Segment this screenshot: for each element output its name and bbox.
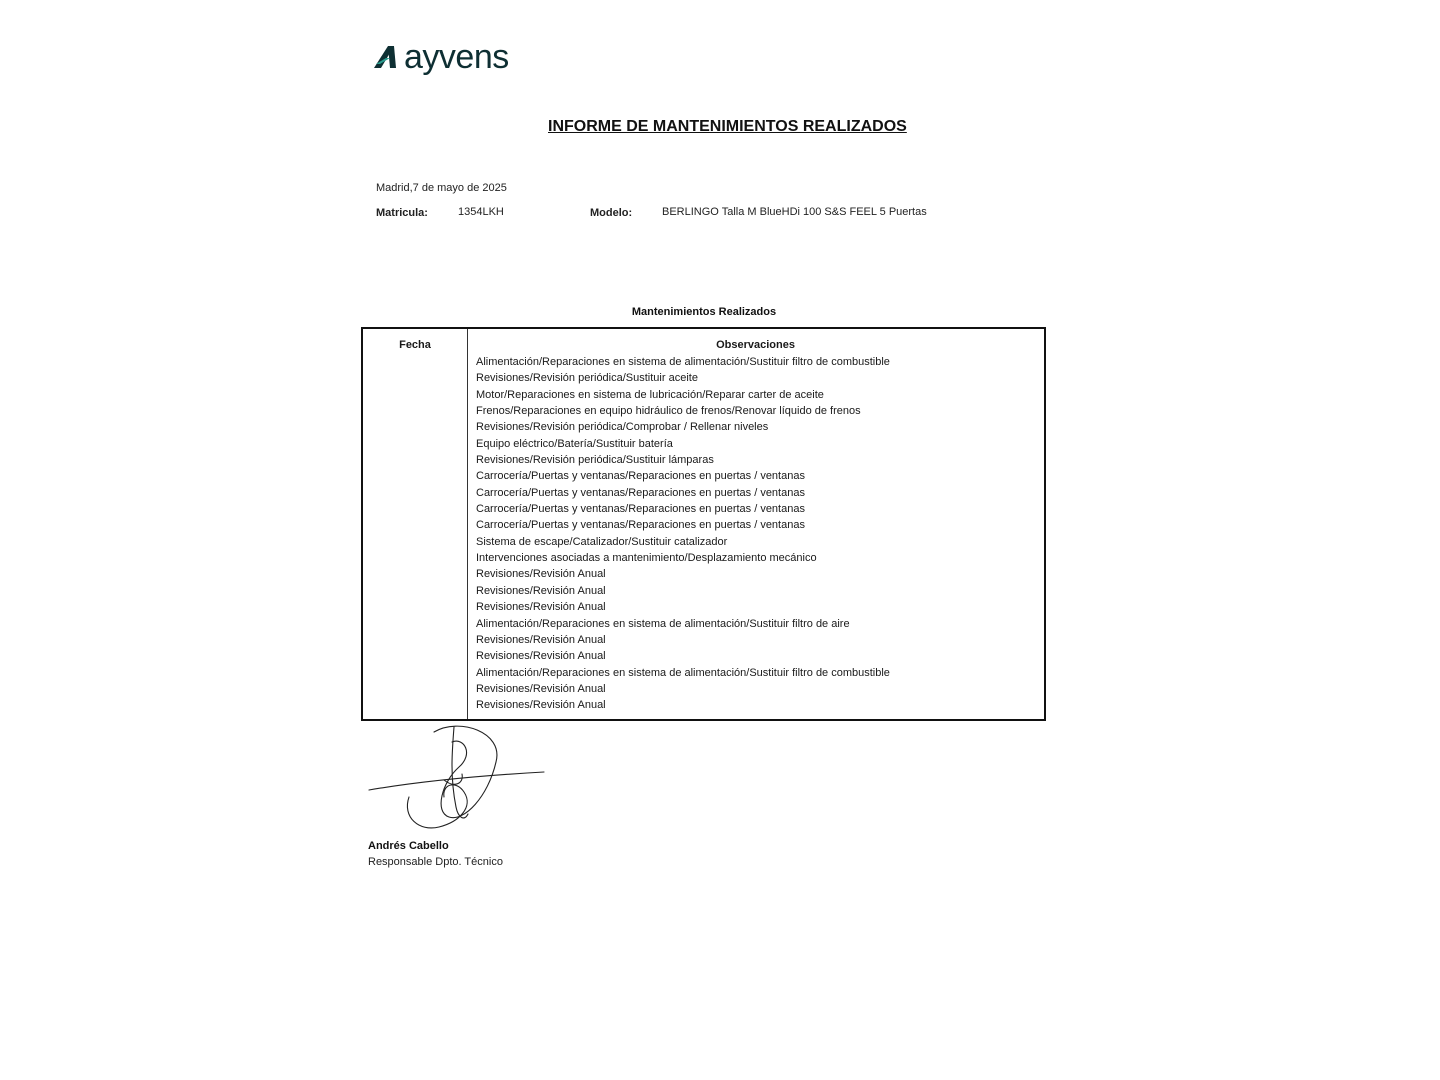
header-fecha: Fecha (399, 339, 431, 351)
signer-name: Andrés Cabello (368, 840, 449, 852)
observation-row: Alimentación/Reparaciones en sistema de alimentación/Sustituir filtro de combustible (476, 666, 890, 679)
observation-row: Intervenciones asociadas a mantenimiento/Desplazamiento mecánico (476, 552, 817, 565)
date-line: Madrid,7 de mayo de 2025 (376, 182, 507, 194)
observation-row: Alimentación/Reparaciones en sistema de alimentación/Sustituir filtro de combustible (476, 356, 890, 368)
observation-row: Carrocería/Puertas y ventanas/Reparaciones en puertas / ventanas (476, 519, 805, 532)
model-label: Modelo: (590, 207, 633, 219)
plate-value: 1354LKH (458, 206, 504, 218)
maintenance-table (361, 327, 1046, 721)
observation-row: Carrocería/Puertas y ventanas/Reparaciones en puertas / ventanas (476, 503, 805, 516)
observation-row: Revisiones/Revisión Anual (476, 601, 606, 614)
observation-row: Revisiones/Revisión periódica/Sustituir aceite (476, 372, 698, 385)
observation-row: Alimentación/Reparaciones en sistema de alimentación/Sustituir filtro de aire (476, 617, 850, 630)
observation-row: Motor/Reparaciones en sistema de lubricación/Reparar carter de aceite (476, 388, 824, 401)
header-observaciones: Observaciones (716, 339, 795, 351)
observation-row: Revisiones/Revisión Anual (476, 699, 606, 712)
observation-row: Revisiones/Revisión Anual (476, 682, 606, 695)
observation-row: Revisiones/Revisión Anual (476, 568, 606, 581)
observation-row: Revisiones/Revisión Anual (476, 584, 606, 597)
observation-row: Carrocería/Puertas y ventanas/Reparaciones en puertas / ventanas (476, 486, 805, 499)
signer-role: Responsable Dpto. Técnico (368, 856, 503, 868)
observation-row: Revisiones/Revisión Anual (476, 633, 606, 646)
column-divider (467, 329, 468, 719)
observation-row: Equipo eléctrico/Batería/Sustituir batería (476, 437, 673, 450)
observation-row: Revisiones/Revisión periódica/Comprobar / Rellenar niveles (476, 421, 769, 434)
plate-label: Matricula: (376, 207, 428, 219)
observations-list (476, 354, 890, 714)
observation-row: Frenos/Reparaciones en equipo hidráulico de frenos/Renovar líquido de frenos (476, 405, 861, 418)
handwritten-signature (364, 722, 549, 837)
observation-row: Carrocería/Puertas y ventanas/Reparaciones en puertas / ventanas (476, 470, 805, 483)
observation-row: Revisiones/Revisión Anual (476, 650, 606, 663)
observation-row: Revisiones/Revisión periódica/Sustituir lámparas (476, 454, 714, 467)
ayvens-mark-icon (372, 42, 404, 74)
ayvens-logo (372, 40, 542, 80)
observation-row: Sistema de escape/Catalizador/Sustituir catalizador (476, 535, 728, 548)
table-caption: Mantenimientos Realizados (631, 306, 777, 318)
model-value: BERLINGO Talla M BlueHDi 100 S&S FEEL 5 Puertas (662, 206, 927, 218)
document-title: INFORME DE MANTENIMIENTOS REALIZADOS (548, 118, 907, 135)
logo-wordmark: ayvens (404, 38, 509, 76)
